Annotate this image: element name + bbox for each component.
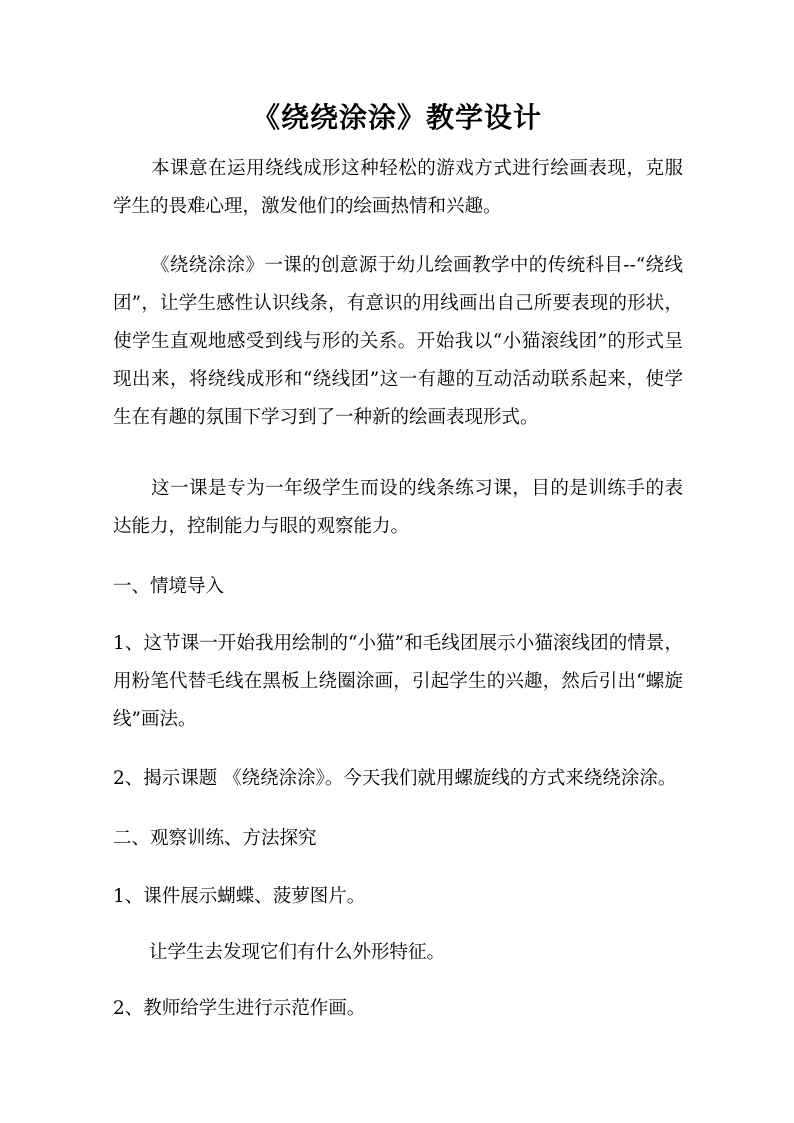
section-2-item-1: 1、课件展示蝴蝶、菠萝图片。 xyxy=(113,886,366,907)
intro-paragraph: 本课意在运用绕线成形这种轻松的游戏方式进行绘画表现，克服学生的畏难心理，激发他们的绘画热情和兴趣。 xyxy=(113,158,683,217)
origin-paragraph: 《绕绕涂涂》一课的创意源于幼儿绘画教学中的传统科目--“绕线团”，让学生感性认识线条，有意识的用线画出自己所要表现的形状，使学生直观地感受到线与形的关系。开始我以“小猫滚线团”的形式呈现出来，将绕线成形和“绕线团”这一有趣的互动活动联系起来，使学生在有趣的氛围下学习到了一种新的绘画表现形式。 xyxy=(113,255,683,428)
section-heading-1: 一、情境导入 xyxy=(113,576,225,597)
section-1-item-2: 2、揭示课题 《绕绕涂涂》。今天我们就用螺旋线的方式来绕绕涂涂。 xyxy=(113,768,677,789)
document-title: 《绕绕涂涂》教学设计 xyxy=(251,101,542,134)
section-1-item-1: 1、这节课一开始我用绘制的“小猫”和毛线团展示小猫滚线团的情景，用粉笔代替毛线在黑板上绕圈涂画，引起学生的兴趣，然后引出“螺旋线”画法。 xyxy=(113,633,683,730)
section-2-item-2: 2、教师给学生进行示范作画。 xyxy=(113,998,366,1019)
purpose-paragraph: 这一课是专为一年级学生而设的线条练习课，目的是训练手的表达能力，控制能力与眼的观察能力。 xyxy=(113,478,683,537)
section-2-item-1-note: 让学生去发现它们有什么外形特征。 xyxy=(149,942,446,963)
section-heading-2: 二、观察训练、方法探究 xyxy=(113,828,317,849)
